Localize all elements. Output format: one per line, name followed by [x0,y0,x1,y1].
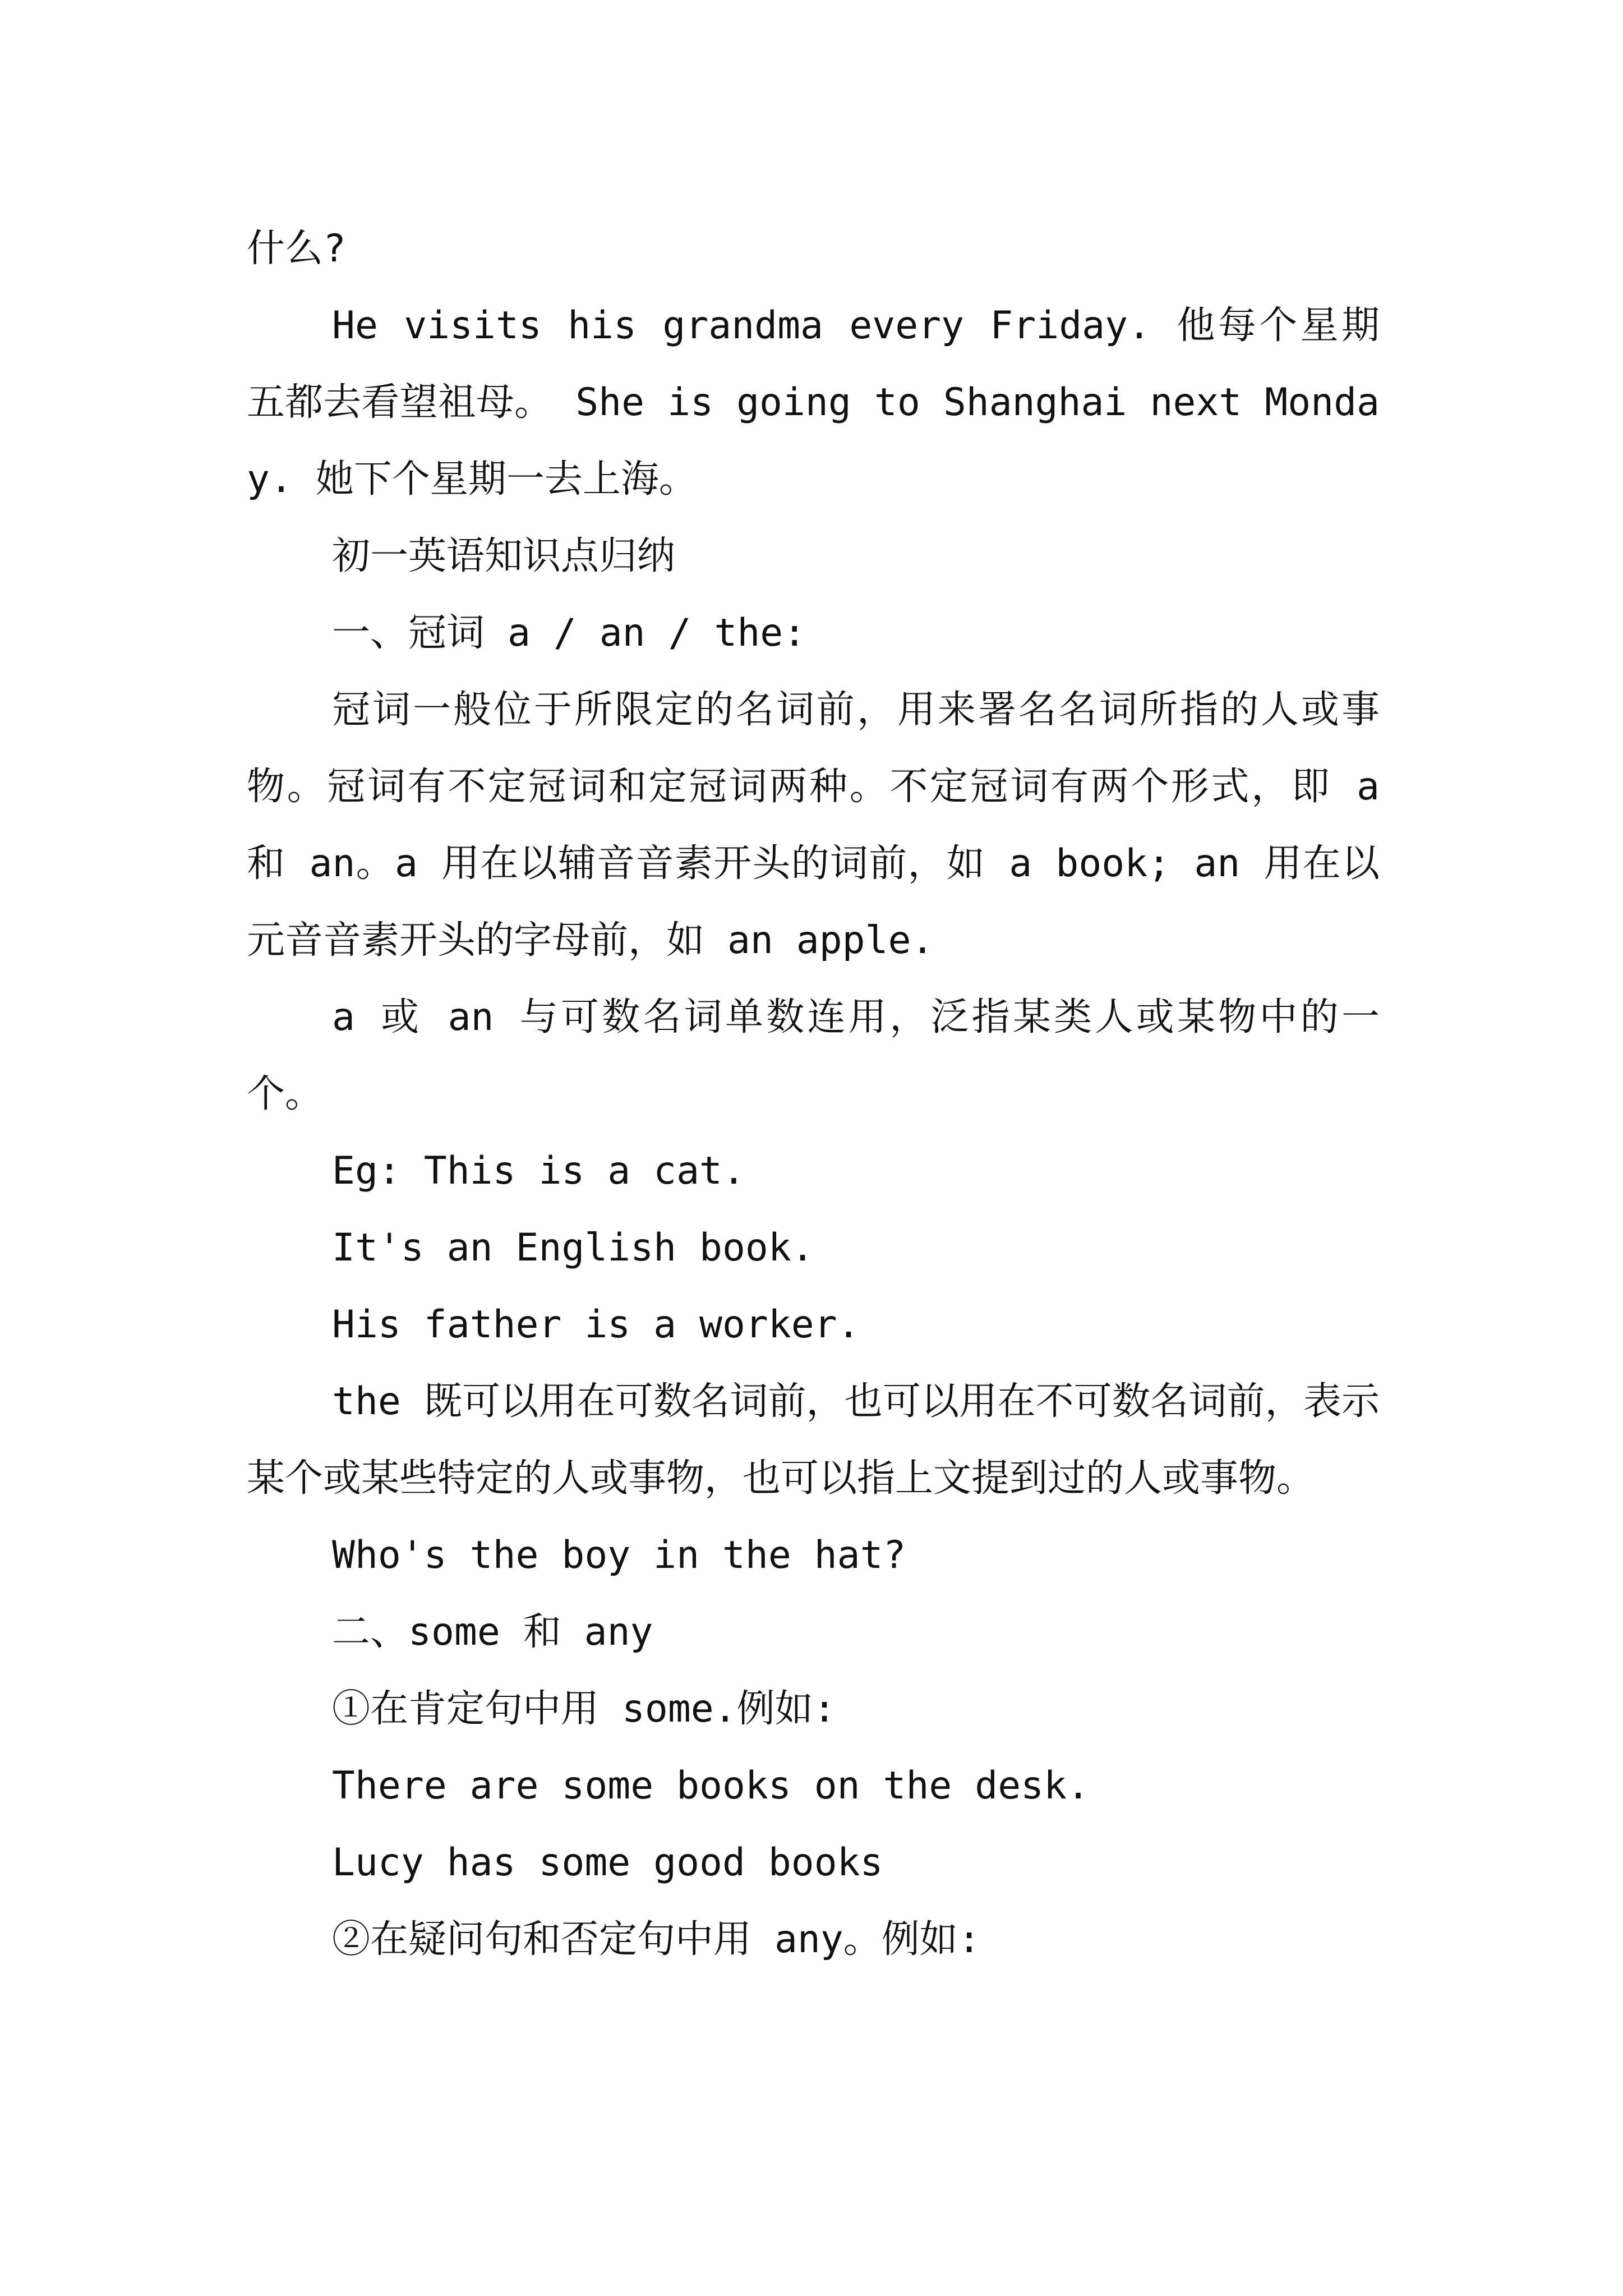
document-body [247,210,1380,1978]
section-heading: 初一英语知识点归纳 [332,534,676,578]
example-line: It's an English book. [332,1226,814,1270]
rule-line: ②在疑问句和否定句中用 any。例如: [332,1917,981,1962]
example-line: Who's the boy in the hat? [332,1533,906,1577]
example-line: Lucy has some good books [332,1841,883,1885]
paragraph-a-an-usage: a 或 an 与可数名词单数连用，泛指某类人或某物中的一个。 [247,995,1380,1116]
example-line: His father is a worker. [332,1303,860,1347]
paragraph-what-line: 什么? [247,227,346,271]
subheading-articles: 一、冠词 a / an / the: [332,611,806,655]
subheading-some-any: 二、some 和 any [332,1610,653,1654]
example-line: There are some books on the desk. [332,1764,1090,1808]
paragraph-the-usage: the 既可以用在可数名词前，也可以用在不可数名词前，表示某个或某些特定的人或事物，也可以指上文提到过的人或事物。 [247,1379,1380,1501]
example-line: Eg: This is a cat. [332,1149,745,1193]
paragraph-example-visits: He visits his grandma every Friday. 他每个星期五都去看望祖母。 She is going to Shanghai next Monday. 她下个星期一去上海。 [247,303,1380,501]
rule-line: ①在肯定句中用 some.例如: [332,1687,836,1731]
paragraph-articles-explanation: 冠词一般位于所限定的名词前，用来署名名词所指的人或事物。冠词有不定冠词和定冠词两种。不定冠词有两个形式，即 a 和 an。a 用在以辅音音素开头的词前，如 a book; an 用在以元音音素开头的字母前，如 an apple. [247,688,1380,963]
